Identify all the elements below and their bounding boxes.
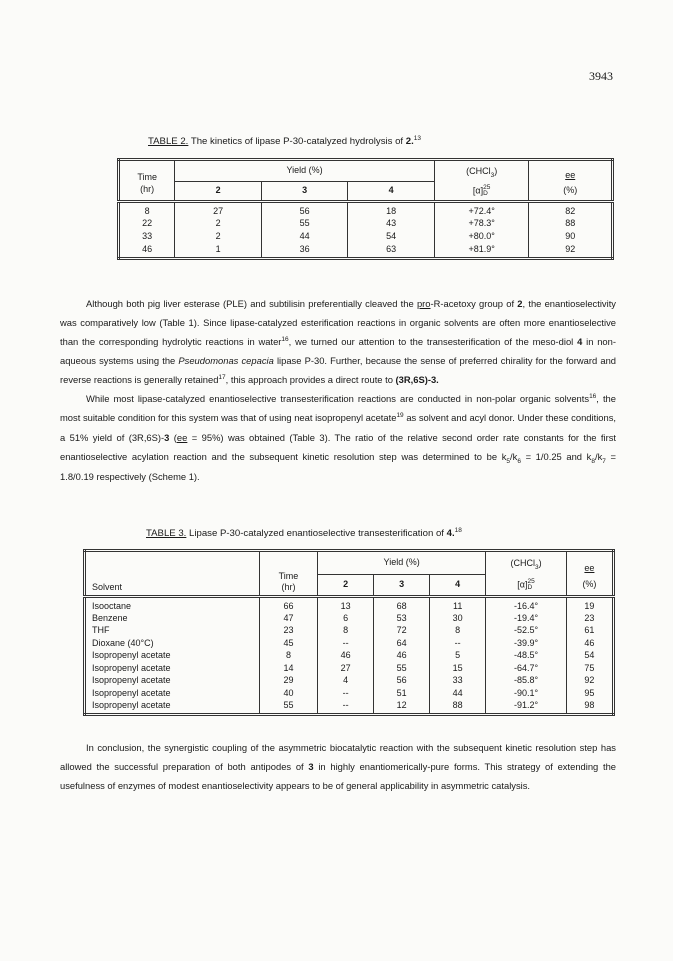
table2-header-alpha: [α] 25 D — [434, 182, 529, 202]
table2 — [117, 158, 614, 260]
table2-header-ee: ee — [565, 170, 576, 181]
table3-caption-compound: 4. — [446, 528, 455, 539]
table3-caption-text: Lipase P-30-catalyzed enantioselective transesterification of — [189, 528, 444, 539]
table-row: Isopropenyl acetate 40 -- 51 44 -90.1° 95 — [85, 687, 614, 700]
table2-header-time-unit: (hr) — [140, 183, 155, 194]
table3-header-col2: 2 — [318, 575, 374, 597]
table-row: 46 1 36 63 +81.9° 92 — [119, 243, 613, 258]
table3-header-rotation: (CHCl$_3$) — [486, 551, 567, 575]
table-row: Isopropenyl acetate 55 -- 12 88 -91.2° 98 — [85, 700, 614, 715]
table-row: 22 2 55 43 +78.3° 88 — [119, 217, 613, 230]
table2-caption-text: The kinetics of lipase P-30-catalyzed hydrolysis of — [190, 136, 404, 147]
table3-label: TABLE 3. — [146, 528, 187, 539]
table3-header-col4: 4 — [430, 575, 486, 597]
table2-header-rotation: (CHCl$_3$) — [434, 160, 529, 182]
table3-body — [85, 597, 614, 715]
table3-header-alpha: [α] 25 D — [486, 575, 567, 597]
table2-caption-compound: 2. — [405, 136, 414, 147]
table-row: Isopropenyl acetate 8 46 46 5 -48.5° 54 — [85, 650, 614, 663]
table3-header-solvent: Solvent — [85, 551, 260, 597]
paragraph-3: In conclusion, the synergistic coupling of the asymmetric biocatalytic reaction with the subsequent kinetic resolution step has allowed the successful preparation of both antipodes of 3 in highly enantiomerically-pure forms. This strategy of extending the usefulness of enzymes of modest enantioselectivity appears to be of general applicability in asymmetric catalysis. — [60, 742, 617, 791]
table2-header-time: Time — [137, 172, 157, 183]
body-text — [60, 294, 616, 486]
table2-header-col3: 3 — [261, 182, 348, 202]
page-number: 3943 — [589, 69, 613, 83]
table-row: Dioxane (40°C) 45 -- 64 -- -39.9° 46 — [85, 637, 614, 650]
table2-header-yield: Yield (%) — [175, 160, 435, 182]
paragraph-2: While most lipase-catalyzed enantioselective transesterification reactions are conducted in non-polar organic solvents$^{16}$, the most suitable condition for this system was that of using neat isopropenyl acetate$^{19}$ as solvent and acyl donor. Under these conditions, a 51% yield of (3R,6S)-3 (ee = 95%) was obtained (Table 3). The ratio of the relative second order rate constants for the first enantioselective acylation reaction and the subsequent kinetic resolution step was determined to be $k_5/k_6 = 1/0.25$ and $k_8/k_7 = 1.8/0.19$ respectively (Scheme 1). — [60, 392, 617, 482]
table3 — [83, 549, 615, 716]
table2-header-ee-unit: (%) — [529, 182, 613, 202]
table-row: 8 27 56 18 +72.4° 82 — [119, 202, 613, 218]
table2-label: TABLE 2. — [148, 136, 189, 147]
table3-header-time-unit: (hr) — [281, 581, 296, 592]
table2-header-col2: 2 — [175, 182, 262, 202]
paragraph-1: Although both pig liver esterase (PLE) and subtilisin preferentially cleaved the pro-R-acetoxy group of 2, the enantioselectivity was comparatively low (Table 1). Since lipase-catalyzed esterification reactions in organic solvents are often more enantioselective than the corresponding hydrolytic reactions in water$^{16}$, we turned our attention to the transesterification of the meso-diol 4 in non-aqueous systems using the Pseudomonas cepacia lipase P-30. Further, because the sense of preferred chirality for the forward and reverse reactions is generally retained$^{17}$, this approach provides a direct route to (3R,6S)-3. — [60, 298, 616, 385]
table3-header-time: Time — [278, 570, 299, 581]
table2-body — [119, 202, 613, 259]
table-row: 33 2 44 54 +80.0° 90 — [119, 230, 613, 243]
table-row: Isopropenyl acetate 29 4 56 33 -85.8° 92 — [85, 675, 614, 688]
conclusion-text — [60, 738, 616, 795]
table3-header-ee-unit: (%) — [566, 575, 613, 597]
table-row: Isooctane 66 13 68 11 -16.4° 19 — [85, 597, 614, 613]
table3-caption-ref: 18 — [454, 526, 462, 534]
table2-header-col4: 4 — [348, 182, 435, 202]
table3-header-ee: ee — [584, 563, 595, 574]
table3-header-col3: 3 — [374, 575, 430, 597]
table-row: THF 23 8 72 8 -52.5° 61 — [85, 625, 614, 638]
table-row: Isopropenyl acetate 14 27 55 15 -64.7° 75 — [85, 662, 614, 675]
table3-header-yield: Yield (%) — [318, 551, 486, 575]
table-row: Benzene 47 6 53 30 -19.4° 23 — [85, 612, 614, 625]
table3-caption — [146, 528, 462, 539]
table2-caption — [148, 136, 421, 147]
table2-caption-ref: 13 — [413, 134, 422, 142]
